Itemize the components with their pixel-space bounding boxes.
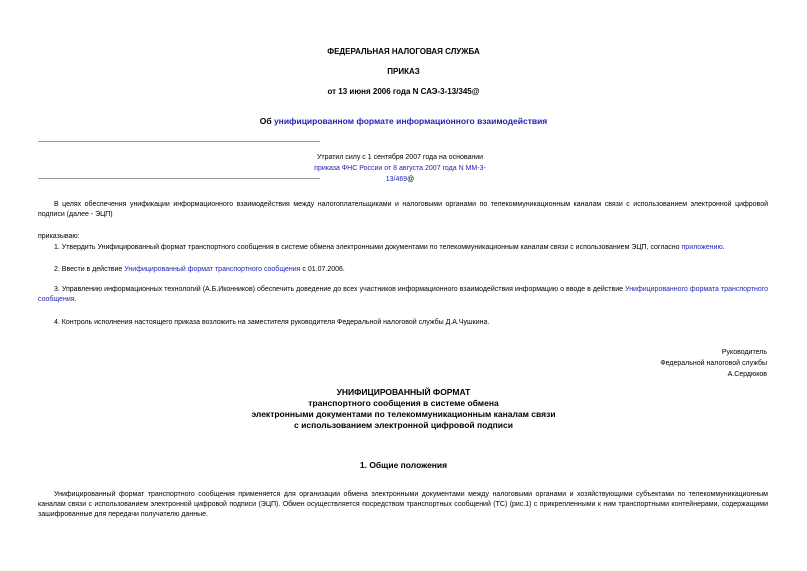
order-item-1-end: . <box>722 244 725 251</box>
divider-top <box>38 141 320 142</box>
status-note-line1: Утратил силу с 1 сентября 2007 года на основании <box>316 154 484 161</box>
order-item-1 <box>38 243 768 253</box>
appendix-title <box>0 387 807 431</box>
intro-paragraph: В целях обеспечения унификации информационного взаимодействия между налогоплательщиками и налоговыми органами по телекоммуникационным каналам связи с использованием электронной цифровой подписи (далее - ЭЦП) <box>38 201 768 218</box>
order-item-3 <box>38 285 768 305</box>
order-item-3-text: 3. Управлению информационных технологий (А.Б.Иконников) обеспечить доведение до всех участников информационного взаимодействия информацию о вводе в действие <box>54 286 626 293</box>
order-item-2-suffix: с 01.07.2006. <box>300 266 345 273</box>
signature-position: Руководитель <box>721 349 767 356</box>
order-item-2-prefix: 2. Ввести в действие <box>54 266 125 273</box>
repeal-order-link[interactable]: приказа ФНС России от 8 августа 2007 года N ММ-3-13/469 <box>314 165 486 183</box>
order-item-1-text: 1. Утвердить Унифицированный формат транспортного сообщения в системе обмена электронными документами по телекоммуникационным каналам связи с использованием ЭЦП, согласно <box>54 244 682 251</box>
signature-block <box>660 347 767 380</box>
divider-bottom <box>38 178 320 179</box>
appendix-title-line3: электронными документами по телекоммуникационным каналам связи <box>251 409 556 419</box>
appendix-title-line4: с использованием электронной цифровой подписи <box>294 420 513 430</box>
format-link-item2[interactable]: Унифицированный формат транспортного сообщения <box>124 266 301 273</box>
agency-name: ФЕДЕРАЛЬНАЯ НАЛОГОВАЯ СЛУЖБА <box>327 47 480 56</box>
status-note-line2 <box>300 163 500 185</box>
signature-organization: Федеральной налоговой службы <box>660 360 767 367</box>
section-heading: 1. Общие положения <box>359 460 448 470</box>
document-title-link[interactable]: унифицированном формате информационного взаимодействия <box>273 116 548 126</box>
order-item-4: 4. Контроль исполнения настоящего приказа возложить на заместителя руководителя Федеральной налоговой службы Д.А.Чушкина. <box>54 319 490 326</box>
document-title <box>0 116 807 126</box>
appendix-title-line1: УНИФИЦИРОВАННЫЙ ФОРМАТ <box>336 387 471 397</box>
order-item-2 <box>38 265 768 275</box>
format-link-item3[interactable]: Унифицированного формата транспортного сообщения <box>38 286 769 303</box>
order-word: приказываю: <box>38 233 80 240</box>
document-date-number: от 13 июня 2006 года N САЭ-3-13/345@ <box>327 87 480 96</box>
appendix-title-line2: транспортного сообщения в системе обмена <box>308 398 499 408</box>
repeal-order-suffix: @ <box>407 176 415 183</box>
status-note <box>300 152 500 185</box>
document-title-prefix: Об <box>259 116 274 126</box>
order-item-3-end: . <box>74 296 77 303</box>
signature-name: А.Сердюков <box>727 371 767 378</box>
document-type: ПРИКАЗ <box>387 67 420 76</box>
appendix-link[interactable]: приложению <box>681 244 723 251</box>
appendix-paragraph-1: Унифицированный формат транспортного сообщения применяется для организации обмена электронными документами между налоговыми органами и хозяйствующими субъектами по телекоммуникационным каналам связи с использованием электронной цифровой подписи (ЭЦП). Обмен осуществляется посредством транспортных сообщений (ТС) (рис.1) с прикрепленными к ним транспортными контейнерами, содержащими зашифрованные для передачи получателю данные. <box>38 491 768 518</box>
